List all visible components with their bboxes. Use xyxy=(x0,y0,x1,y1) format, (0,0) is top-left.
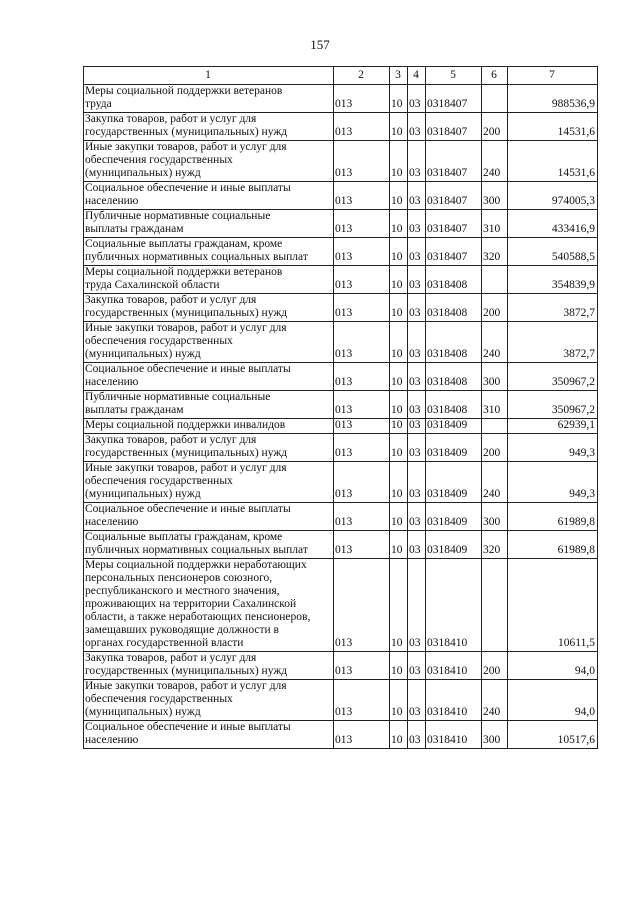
table-row xyxy=(84,680,598,721)
row-target-code: 0318407 xyxy=(426,238,482,266)
row-ministry-code: 013 xyxy=(334,391,390,419)
row-target-code: 0318409 xyxy=(426,419,482,434)
row-section-code: 10 xyxy=(390,294,408,322)
table-row xyxy=(84,294,598,322)
row-name: Иные закупки товаров, работ и услуг для обеспечения государственных (муниципальных) нужд xyxy=(84,141,334,182)
row-expense-type-code: 320 xyxy=(482,238,508,266)
row-amount: 3872,7 xyxy=(508,322,598,363)
row-section-code: 10 xyxy=(390,85,408,113)
table-row xyxy=(84,113,598,141)
row-target-code: 0318408 xyxy=(426,322,482,363)
row-subsection-code: 03 xyxy=(408,419,426,434)
row-amount: 10611,5 xyxy=(508,559,598,652)
row-section-code: 10 xyxy=(390,182,408,210)
column-header-name: 1 xyxy=(84,67,334,85)
table-row xyxy=(84,391,598,419)
row-section-code: 10 xyxy=(390,363,408,391)
row-amount: 350967,2 xyxy=(508,391,598,419)
row-ministry-code: 013 xyxy=(334,531,390,559)
row-name: Меры социальной поддержки ветеранов труда xyxy=(84,85,334,113)
row-subsection-code: 03 xyxy=(408,322,426,363)
table-row xyxy=(84,85,598,113)
row-expense-type-code: 240 xyxy=(482,141,508,182)
row-expense-type-code xyxy=(482,85,508,113)
row-amount: 949,3 xyxy=(508,434,598,462)
row-section-code: 10 xyxy=(390,391,408,419)
row-expense-type-code: 300 xyxy=(482,363,508,391)
table-row xyxy=(84,363,598,391)
row-target-code: 0318410 xyxy=(426,721,482,749)
row-ministry-code: 013 xyxy=(334,419,390,434)
row-ministry-code: 013 xyxy=(334,182,390,210)
table-row xyxy=(84,652,598,680)
row-target-code: 0318408 xyxy=(426,294,482,322)
column-header-amount: 7 xyxy=(508,67,598,85)
row-expense-type-code: 310 xyxy=(482,210,508,238)
row-target-code: 0318407 xyxy=(426,85,482,113)
row-amount: 10517,6 xyxy=(508,721,598,749)
row-subsection-code: 03 xyxy=(408,503,426,531)
table-row xyxy=(84,419,598,434)
row-ministry-code: 013 xyxy=(334,462,390,503)
row-target-code: 0318410 xyxy=(426,559,482,652)
row-target-code: 0318409 xyxy=(426,434,482,462)
row-ministry-code: 013 xyxy=(334,434,390,462)
table-row xyxy=(84,141,598,182)
row-section-code: 10 xyxy=(390,680,408,721)
table-row xyxy=(84,322,598,363)
row-expense-type-code: 320 xyxy=(482,531,508,559)
row-name: Социальное обеспечение и иные выплаты населению xyxy=(84,503,334,531)
row-section-code: 10 xyxy=(390,113,408,141)
row-amount: 540588,5 xyxy=(508,238,598,266)
row-name: Иные закупки товаров, работ и услуг для обеспечения государственных (муниципальных) нужд xyxy=(84,322,334,363)
row-subsection-code: 03 xyxy=(408,434,426,462)
row-name: Социальное обеспечение и иные выплаты населению xyxy=(84,721,334,749)
row-target-code: 0318410 xyxy=(426,652,482,680)
row-target-code: 0318407 xyxy=(426,141,482,182)
row-name: Публичные нормативные социальные выплаты гражданам xyxy=(84,210,334,238)
row-name: Иные закупки товаров, работ и услуг для обеспечения государственных (муниципальных) нужд xyxy=(84,462,334,503)
row-subsection-code: 03 xyxy=(408,559,426,652)
row-section-code: 10 xyxy=(390,531,408,559)
row-section-code: 10 xyxy=(390,434,408,462)
table-row xyxy=(84,531,598,559)
table-row xyxy=(84,462,598,503)
header-row xyxy=(84,67,598,85)
row-section-code: 10 xyxy=(390,141,408,182)
page-number: 157 xyxy=(310,37,330,52)
row-target-code: 0318410 xyxy=(426,680,482,721)
row-target-code: 0318407 xyxy=(426,182,482,210)
row-ministry-code: 013 xyxy=(334,238,390,266)
row-subsection-code: 03 xyxy=(408,113,426,141)
row-amount: 14531,6 xyxy=(508,113,598,141)
row-expense-type-code: 240 xyxy=(482,462,508,503)
row-amount: 433416,9 xyxy=(508,210,598,238)
row-target-code: 0318409 xyxy=(426,503,482,531)
row-subsection-code: 03 xyxy=(408,210,426,238)
column-header-subsection: 4 xyxy=(408,67,426,85)
row-section-code: 10 xyxy=(390,266,408,294)
row-name: Меры социальной поддержки инвалидов xyxy=(84,419,334,434)
row-target-code: 0318407 xyxy=(426,113,482,141)
row-subsection-code: 03 xyxy=(408,182,426,210)
row-ministry-code: 013 xyxy=(334,652,390,680)
table-row xyxy=(84,721,598,749)
row-subsection-code: 03 xyxy=(408,294,426,322)
row-expense-type-code: 300 xyxy=(482,721,508,749)
row-ministry-code: 013 xyxy=(334,210,390,238)
row-subsection-code: 03 xyxy=(408,391,426,419)
row-section-code: 10 xyxy=(390,652,408,680)
row-ministry-code: 013 xyxy=(334,721,390,749)
row-amount: 14531,6 xyxy=(508,141,598,182)
row-name: Меры социальной поддержки неработающих персональных пенсионеров союзного, республиканского и местного значения, проживающих на территории Сахалинской области, а также неработающих пенсионеров, замещавших руководящие должности в органах государственной власти xyxy=(84,559,334,652)
row-name: Иные закупки товаров, работ и услуг для обеспечения государственных (муниципальных) нужд xyxy=(84,680,334,721)
row-section-code: 10 xyxy=(390,322,408,363)
row-subsection-code: 03 xyxy=(408,363,426,391)
row-amount: 988536,9 xyxy=(508,85,598,113)
row-ministry-code: 013 xyxy=(334,294,390,322)
row-amount: 974005,3 xyxy=(508,182,598,210)
row-name: Закупка товаров, работ и услуг для государственных (муниципальных) нужд xyxy=(84,294,334,322)
row-target-code: 0318407 xyxy=(426,210,482,238)
row-expense-type-code: 200 xyxy=(482,652,508,680)
column-header-target: 5 xyxy=(426,67,482,85)
row-amount: 3872,7 xyxy=(508,294,598,322)
row-ministry-code: 013 xyxy=(334,322,390,363)
row-amount: 949,3 xyxy=(508,462,598,503)
row-section-code: 10 xyxy=(390,210,408,238)
row-target-code: 0318408 xyxy=(426,266,482,294)
table-row xyxy=(84,559,598,652)
row-subsection-code: 03 xyxy=(408,680,426,721)
row-ministry-code: 013 xyxy=(334,266,390,294)
row-section-code: 10 xyxy=(390,238,408,266)
row-name: Закупка товаров, работ и услуг для государственных (муниципальных) нужд xyxy=(84,113,334,141)
row-ministry-code: 013 xyxy=(334,363,390,391)
row-amount: 350967,2 xyxy=(508,363,598,391)
row-target-code: 0318409 xyxy=(426,462,482,503)
table-row xyxy=(84,238,598,266)
row-expense-type-code: 300 xyxy=(482,503,508,531)
table-row xyxy=(84,266,598,294)
row-name: Социальные выплаты гражданам, кроме публичных нормативных социальных выплат xyxy=(84,531,334,559)
table-row xyxy=(84,210,598,238)
column-header-section: 3 xyxy=(390,67,408,85)
row-name: Меры социальной поддержки ветеранов труда Сахалинской области xyxy=(84,266,334,294)
row-name: Социальное обеспечение и иные выплаты населению xyxy=(84,363,334,391)
row-amount: 61989,8 xyxy=(508,531,598,559)
row-ministry-code: 013 xyxy=(334,85,390,113)
row-subsection-code: 03 xyxy=(408,266,426,294)
table-row xyxy=(84,503,598,531)
row-expense-type-code: 240 xyxy=(482,680,508,721)
row-section-code: 10 xyxy=(390,419,408,434)
row-amount: 94,0 xyxy=(508,652,598,680)
row-ministry-code: 013 xyxy=(334,503,390,531)
row-ministry-code: 013 xyxy=(334,680,390,721)
row-subsection-code: 03 xyxy=(408,141,426,182)
row-subsection-code: 03 xyxy=(408,85,426,113)
row-subsection-code: 03 xyxy=(408,721,426,749)
row-ministry-code: 013 xyxy=(334,141,390,182)
row-subsection-code: 03 xyxy=(408,238,426,266)
row-expense-type-code xyxy=(482,266,508,294)
row-expense-type-code: 240 xyxy=(482,322,508,363)
row-expense-type-code xyxy=(482,419,508,434)
row-subsection-code: 03 xyxy=(408,462,426,503)
row-amount: 62939,1 xyxy=(508,419,598,434)
row-ministry-code: 013 xyxy=(334,113,390,141)
row-expense-type-code: 310 xyxy=(482,391,508,419)
budget-table xyxy=(83,66,598,749)
row-name: Закупка товаров, работ и услуг для государственных (муниципальных) нужд xyxy=(84,434,334,462)
row-name: Публичные нормативные социальные выплаты гражданам xyxy=(84,391,334,419)
row-name: Социальное обеспечение и иные выплаты населению xyxy=(84,182,334,210)
table-row xyxy=(84,182,598,210)
row-ministry-code: 013 xyxy=(334,559,390,652)
row-section-code: 10 xyxy=(390,721,408,749)
row-amount: 354839,9 xyxy=(508,266,598,294)
row-target-code: 0318408 xyxy=(426,391,482,419)
row-expense-type-code: 200 xyxy=(482,294,508,322)
row-expense-type-code: 200 xyxy=(482,113,508,141)
column-header-ministry: 2 xyxy=(334,67,390,85)
row-target-code: 0318408 xyxy=(426,363,482,391)
row-expense-type-code: 200 xyxy=(482,434,508,462)
row-name: Закупка товаров, работ и услуг для государственных (муниципальных) нужд xyxy=(84,652,334,680)
row-expense-type-code xyxy=(482,559,508,652)
column-header-expense-type: 6 xyxy=(482,67,508,85)
row-target-code: 0318409 xyxy=(426,531,482,559)
row-subsection-code: 03 xyxy=(408,531,426,559)
row-amount: 61989,8 xyxy=(508,503,598,531)
row-section-code: 10 xyxy=(390,462,408,503)
table-row xyxy=(84,434,598,462)
row-subsection-code: 03 xyxy=(408,652,426,680)
row-expense-type-code: 300 xyxy=(482,182,508,210)
row-section-code: 10 xyxy=(390,503,408,531)
row-section-code: 10 xyxy=(390,559,408,652)
row-name: Социальные выплаты гражданам, кроме публичных нормативных социальных выплат xyxy=(84,238,334,266)
row-amount: 94,0 xyxy=(508,680,598,721)
